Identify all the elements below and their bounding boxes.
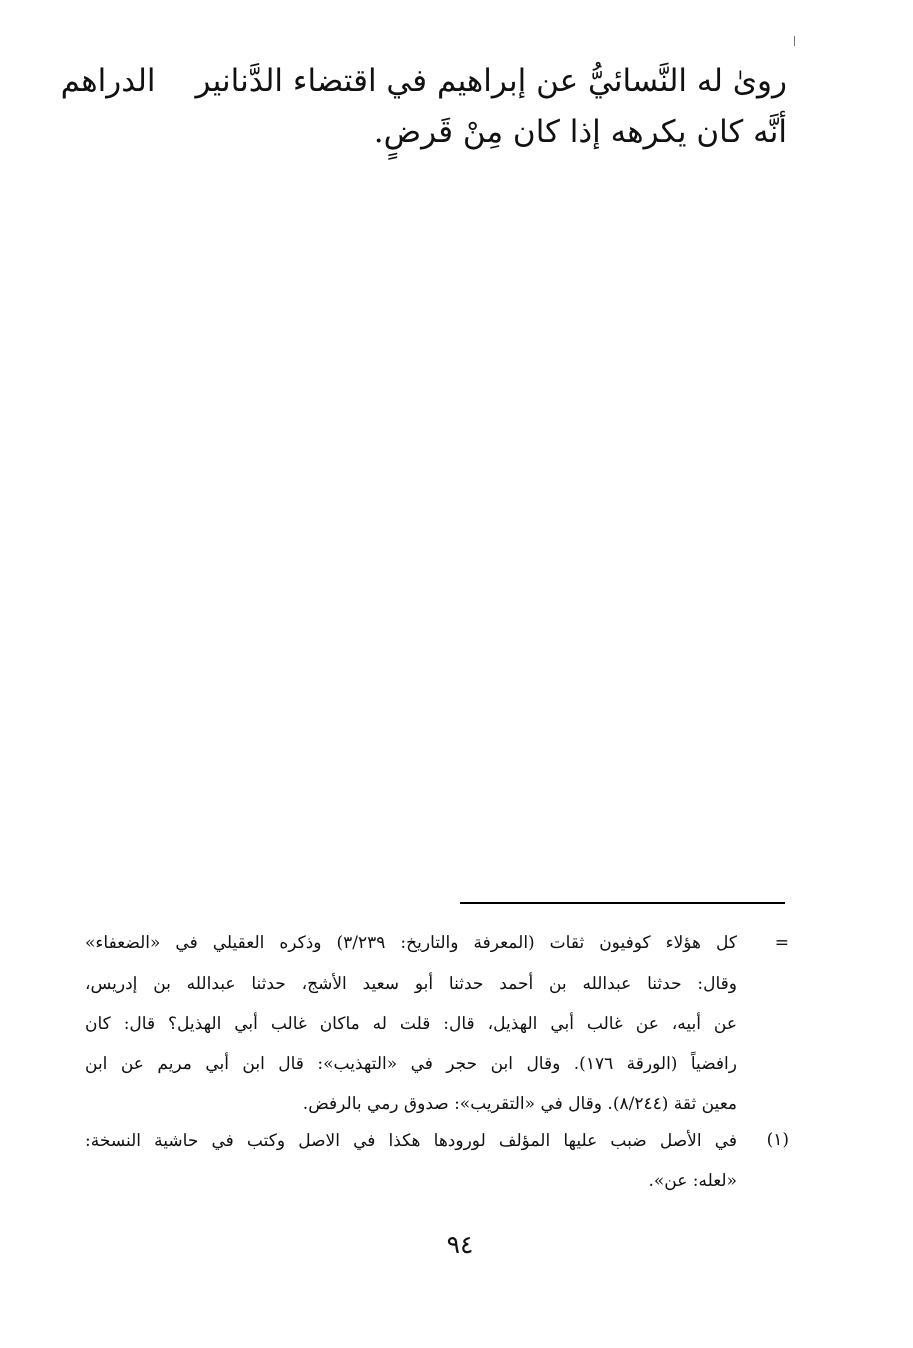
footnote-line: كل هؤلاء كوفيون ثقات (المعرفة والتاريخ: ٣/٢٣٩) وذكره العقيلي في «الضعفاء»: [85, 933, 737, 953]
page-number: ٩٤: [446, 1230, 474, 1259]
main-text-segment: الدراهم: [60, 63, 156, 99]
footnote-line: معين ثقة (٨/٢٤٤). وقال في «التقريب»: صدوق رمي بالرفض.: [302, 1094, 737, 1114]
scan-mark: [794, 36, 795, 46]
footnote-separator: [460, 902, 785, 904]
main-text-segment: روىٰ له النَّسائيُّ عن إبراهيم في اقتضاء الدَّنانير: [195, 63, 787, 99]
footnote-continuation-marker: =: [774, 933, 789, 953]
footnote-line: في الأصل ضبب عليها المؤلف لورودها هكذا في الاصل وكتب في حاشية النسخة:: [85, 1131, 737, 1151]
footnote-line: وقال: حدثنا عبدالله بن أحمد حدثنا أبو سعيد الأشج، حدثنا عبدالله بن إدريس،: [85, 974, 737, 994]
main-text-line: [60, 63, 787, 99]
footnote-number: (١): [766, 1130, 789, 1150]
main-text-line: أنَّه كان يكرهه إذا كان مِنْ قَرضٍ.: [373, 114, 787, 150]
footnote-line: عن أبيه، عن غالب أبي الهذيل، قال: قلت له ماكان غالب أبي الهذيل؟ قال: كان: [85, 1014, 737, 1034]
footnote-line: رافضياً (الورقة ١٧٦). وقال ابن حجر في «التهذيب»: قال ابن أبي مريم عن ابن: [85, 1054, 737, 1074]
footnote-line: «لعله: عن».: [648, 1171, 737, 1191]
